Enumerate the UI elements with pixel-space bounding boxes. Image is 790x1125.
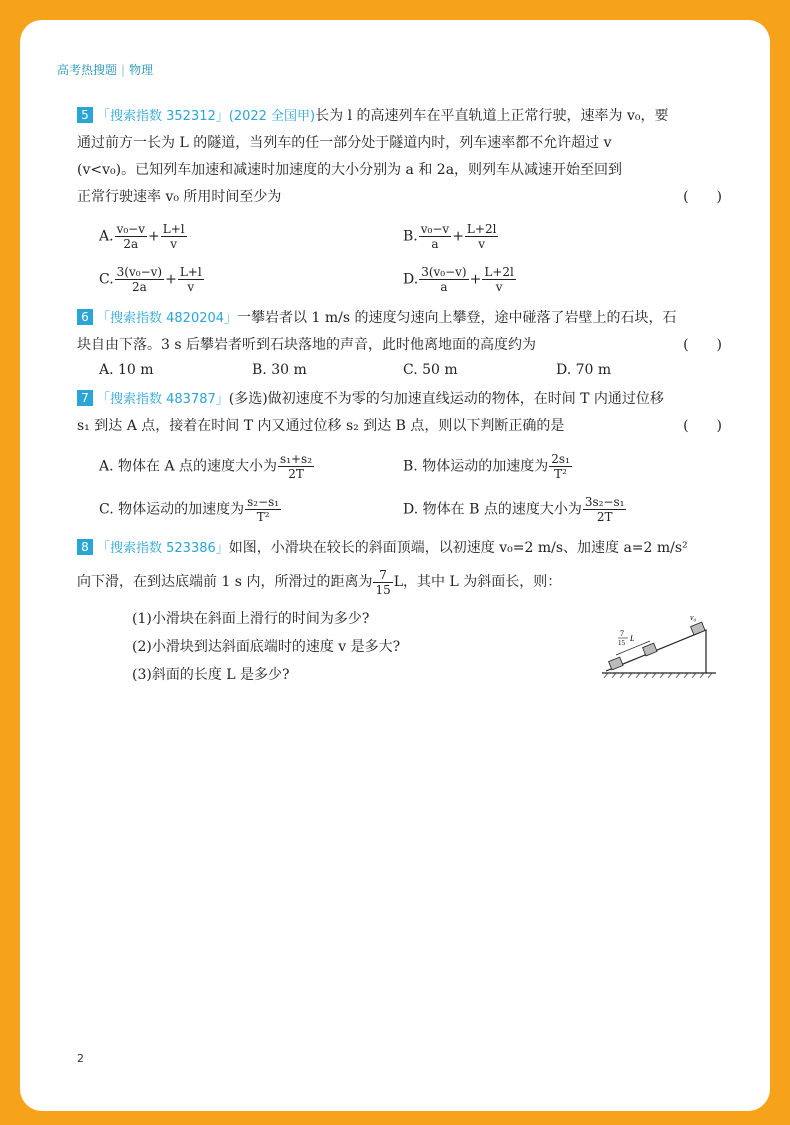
series-title: 高考热搜题 bbox=[57, 63, 118, 77]
question-text: 如图，小滑块在较长的斜面顶端，以初速度 v₀=2 m/s、加速度 a=2 m/s² bbox=[228, 540, 688, 556]
option-a: A. 物体在 A 点的速度大小为 $\frac{\text{s₁+s₂}}{2T}$ bbox=[99, 452, 313, 481]
question-8: 8 「搜索指数 523386」如图，小滑块在较长的斜面顶端，以初速度 v₀=2 m/s、加速度 a=2 m/s² 向下滑，在到达底端前 1 s 内，所滑过的距离为 $\frac{7}{15}$ L，其中 L 为斜面长，则： bbox=[77, 540, 688, 597]
option-a: A. $\frac{\text{v₀−v}}{2a}$ + $\frac{L+l}{v}$ bbox=[99, 222, 185, 251]
block-middle bbox=[643, 643, 657, 656]
option-d: D. $\frac{\text{3(v₀−v)}}{a}$ + $\frac{L+2l}{v}$ bbox=[403, 265, 514, 294]
page-header: 高考热搜题 | 物理 bbox=[57, 63, 154, 77]
question-text: L，其中 L 为斜面长，则： bbox=[393, 574, 562, 590]
question-text: 块自由下落。3 s 后攀岩者听到石块落地的声音，此时他离地面的高度约为 bbox=[77, 337, 536, 353]
question-text: 一攀岩者以 1 m/s 的速度匀速向上攀登，途中碰落了岩壁上的石块，石 bbox=[237, 310, 677, 326]
block-bottom bbox=[609, 657, 623, 670]
question-text: 通过前方一长为 L 的隧道，当列车的任一部分处于隧道内时，列车速率都不允许超过 v bbox=[77, 135, 612, 151]
question-7 bbox=[77, 386, 722, 440]
option-d: D. 物体在 B 点的速度大小为 $\frac{\text{3s₂−s₁}}{2T}$ bbox=[403, 495, 625, 524]
v0-label: v₀ bbox=[690, 613, 697, 622]
question-text: 长为 l 的高速列车在平直轨道上正常行驶，速率为 v₀，要 bbox=[315, 108, 669, 124]
question-text: 正常行驶速率 v₀ 所用时间至少为 bbox=[77, 189, 282, 205]
sub-question-1: (1)小滑块在斜面上滑行的时间为多少? bbox=[132, 611, 370, 627]
answer-paren: ( ) bbox=[683, 189, 722, 205]
question-text: s₁ 到达 A 点，接着在时间 T 内又通过位移 s₂ 到达 B 点，则以下判断正确的是 bbox=[77, 418, 565, 434]
question-number: 5 bbox=[77, 107, 93, 123]
search-index-tag: 「搜索指数 523386」 bbox=[97, 541, 229, 556]
question-6 bbox=[77, 305, 722, 359]
block-top bbox=[691, 622, 705, 635]
search-index-tag: 「搜索指数 352312」 bbox=[97, 109, 229, 124]
question-number: 8 bbox=[77, 539, 93, 555]
option-c: C. $\frac{\text{3(v₀−v)}}{2a}$ + $\frac{L+l}{v}$ bbox=[99, 265, 202, 294]
option-b: B. 30 m bbox=[252, 362, 307, 378]
answer-paren: ( ) bbox=[683, 337, 722, 353]
question-number: 6 bbox=[77, 309, 93, 325]
sub-question-2: (2)小滑块到达斜面底端时的速度 v 是多大? bbox=[132, 639, 401, 655]
sub-question-3: (3)斜面的长度 L 是多少? bbox=[132, 667, 290, 683]
question-5 bbox=[77, 103, 722, 211]
question-number: 7 bbox=[77, 390, 93, 406]
option-c: C. 50 m bbox=[403, 362, 458, 378]
incline-figure bbox=[598, 612, 722, 680]
subject-title: 物理 bbox=[129, 63, 154, 77]
page-number: 2 bbox=[77, 1052, 84, 1065]
question-text: (v<v₀)。已知列车加速和减速时加速度的大小分别为 a 和 2a，则列车从减速开始至回到 bbox=[77, 162, 623, 178]
option-a: A. 10 m bbox=[99, 362, 154, 378]
search-index-tag: 「搜索指数 4820204」 bbox=[97, 311, 238, 326]
fig-L-label: L bbox=[630, 634, 635, 643]
search-index-tag: 「搜索指数 483787」 bbox=[97, 392, 229, 407]
question-text: 向下滑，在到达底端前 1 s 内，所滑过的距离为 bbox=[77, 574, 373, 590]
answer-paren: ( ) bbox=[683, 418, 722, 434]
fig-fraction-denominator: 15 bbox=[618, 639, 625, 647]
option-b: B. $\frac{\text{v₀−v}}{a}$ + $\frac{L+2l}{v}$ bbox=[403, 222, 497, 251]
fig-fraction-numerator: 7 bbox=[620, 629, 624, 638]
option-b: B. 物体运动的加速度为 $\frac{\text{2s₁}}{\text{T²}}$ bbox=[403, 452, 570, 481]
question-text: (多选)做初速度不为零的匀加速直线运动的物体，在时间 T 内通过位移 bbox=[228, 391, 664, 407]
option-d: D. 70 m bbox=[556, 362, 612, 378]
option-c: C. 物体运动的加速度为 $\frac{\text{s₂−s₁}}{\text{T²}}$ bbox=[99, 495, 280, 524]
source-tag: (2022 全国甲) bbox=[228, 109, 316, 124]
